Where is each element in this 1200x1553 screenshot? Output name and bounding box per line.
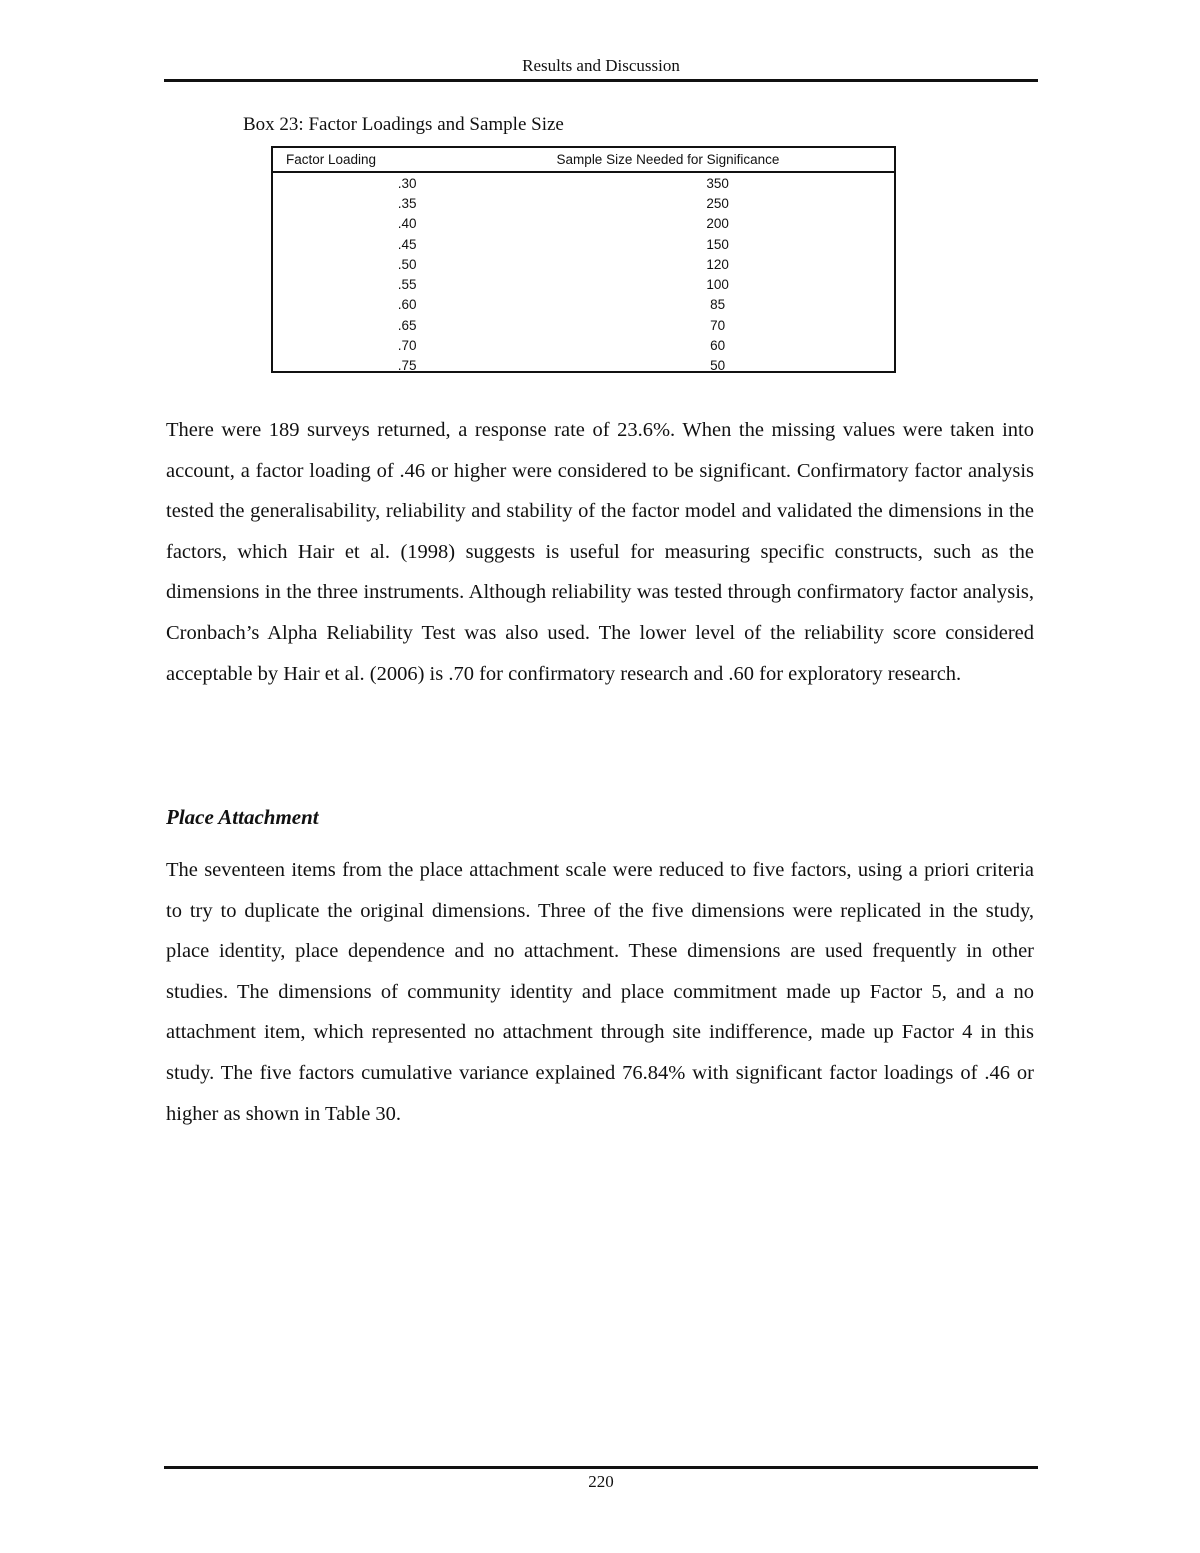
factor-loading-cell: .65 [397,317,417,333]
table-row [273,295,894,315]
factor-loading-cell: .35 [397,195,417,211]
section-heading: Place Attachment [166,805,319,829]
sample-size-cell: 100 [706,277,729,293]
column-header-sample-size: Sample Size Needed for Significance [556,152,780,167]
table-row [273,173,894,193]
table-row [273,234,894,254]
table-row [273,254,894,274]
table-row [273,214,894,234]
footer-rule [164,1466,1038,1469]
factor-loading-cell: .75 [397,358,417,374]
sample-size-cell: 250 [706,195,729,211]
factor-loading-cell: .45 [397,236,417,252]
body-paragraph: The seventeen items from the place attachment scale were reduced to five factors, using a priori criteria to try to duplicate the original dimensions. Three of the five dimensions were replicated in the study, place identity, place dependence and no attachment. These dimensions are used frequently in other studies. The dimensions of community identity and place commitment made up Factor 5, and a no attachment item, which represented no attachment through site indifference, made up Factor 4 in this study. The five factors cumulative variance explained 76.84% with significant factor loadings of .46 or higher as shown in Table 30. [166,859,1034,1125]
table-row [273,193,894,213]
sample-size-cell: 350 [706,175,729,191]
table-row [273,315,894,335]
table-row [273,356,894,376]
body-paragraph: There were 189 surveys returned, a response rate of 23.6%. When the missing values were taken into account, a factor loading of .46 or higher were considered to be significant. Confirmatory factor analysis tested the generalisability, reliability and stability of the factor model and validated the dimensions in the factors, which Hair et al. (1998) suggests is useful for measuring specific constructs, such as the dimensions in the three instruments. Although reliability was tested through confirmatory factor analysis, Cronbach’s Alpha Reliability Test was also used. The lower level of the reliability score considered acceptable by Hair et al. (2006) is .70 for confirmatory research and .60 for exploratory research. [166,419,1034,685]
factor-loading-cell: .55 [397,277,417,293]
factor-loadings-table [271,146,896,373]
sample-size-cell: 150 [706,236,729,252]
factor-loading-cell: .40 [397,216,417,232]
sample-size-cell: 70 [710,317,726,333]
header-rule [164,79,1038,82]
table-row [273,335,894,355]
sample-size-cell: 50 [710,358,726,374]
column-header-factor-loading: Factor Loading [286,152,377,167]
sample-size-cell: 60 [710,338,726,354]
factor-loading-cell: .50 [397,256,417,272]
page-number: 220 [588,1472,614,1491]
box-caption: Box 23: Factor Loadings and Sample Size [243,114,564,135]
running-head: Results and Discussion [522,56,680,75]
table-row [273,274,894,294]
sample-size-cell: 120 [706,256,729,272]
sample-size-cell: 200 [706,216,729,232]
table-body [273,173,894,376]
factor-loading-cell: .30 [397,175,417,191]
factor-loading-cell: .60 [397,297,417,313]
table-header-row [273,148,894,173]
sample-size-cell: 85 [710,297,726,313]
factor-loading-cell: .70 [397,338,417,354]
